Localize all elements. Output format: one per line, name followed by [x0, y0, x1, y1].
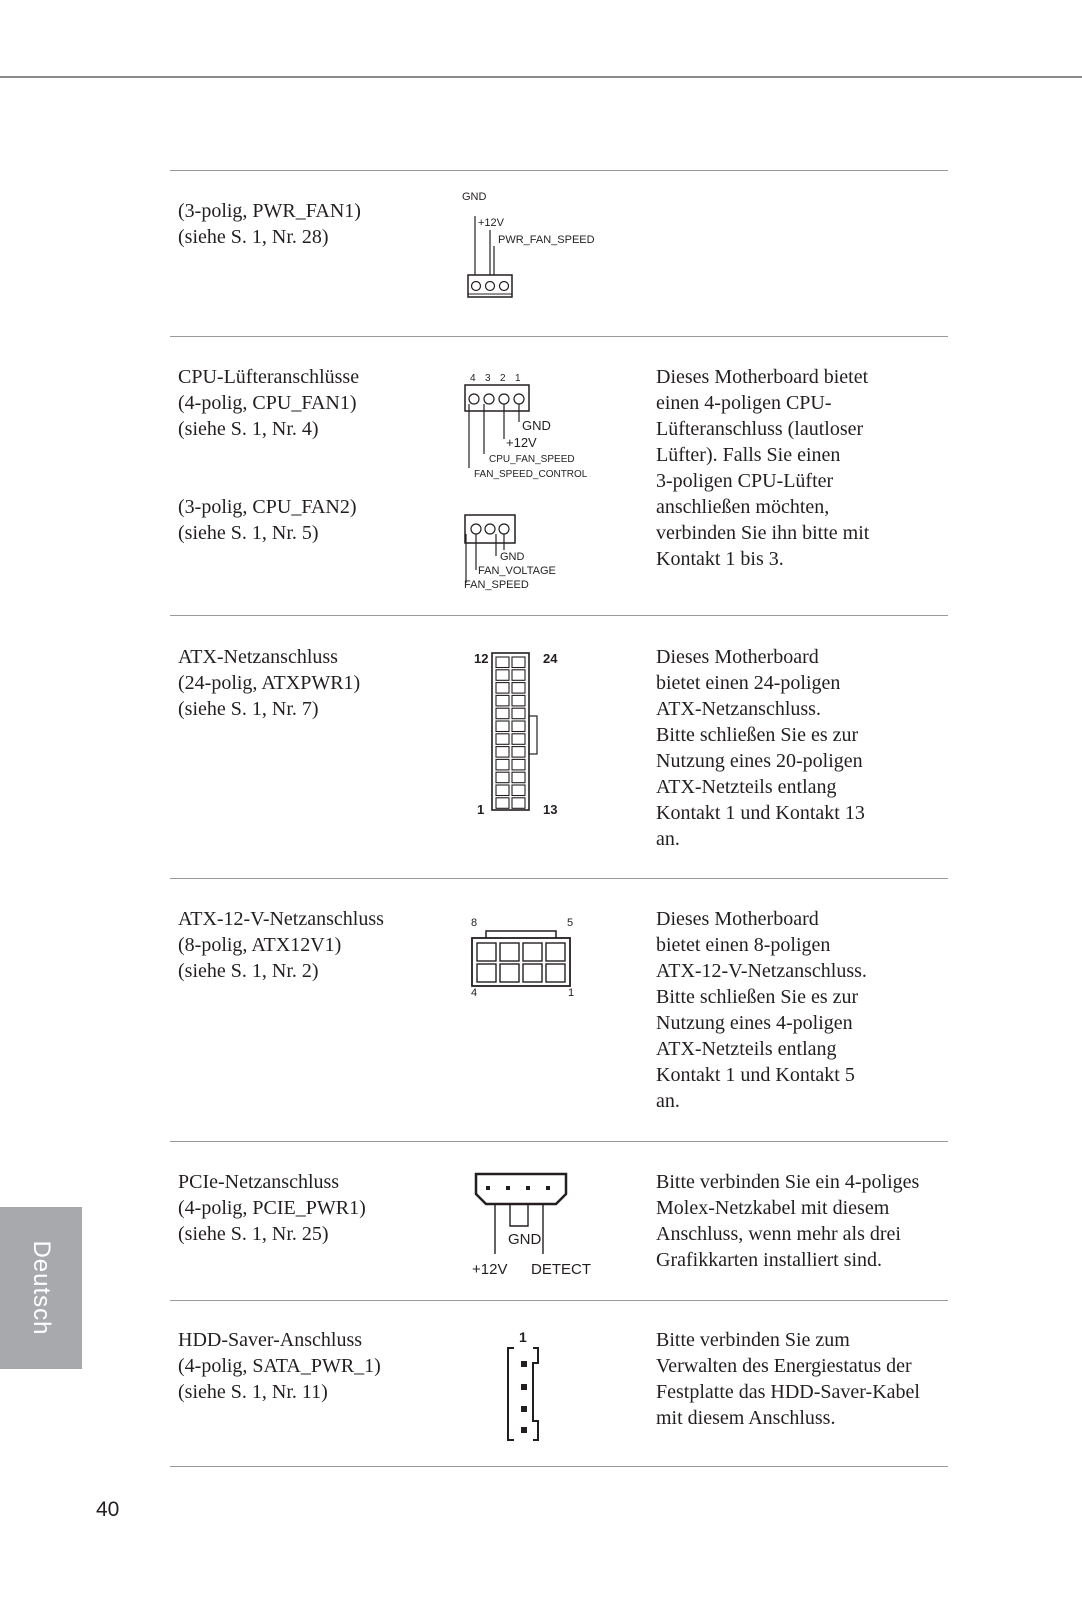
diagram-label: FAN_SPEED_CONTROL — [474, 469, 588, 480]
desc-line: an. — [656, 828, 680, 850]
desc-line: Anschluss, wenn mehr als drei — [656, 1223, 901, 1245]
title-line: (siehe S. 1, Nr. 11) — [178, 1381, 328, 1403]
table-row-cpu-fan2-title — [178, 494, 448, 546]
pin-cell — [496, 734, 509, 745]
desc-line: Verwalten des Energiestatus der — [656, 1355, 912, 1377]
desc-line: Nutzung eines 4-poligen — [656, 1012, 853, 1034]
pin-cell — [496, 772, 509, 783]
pin-cell — [496, 708, 509, 719]
pin-cell — [496, 670, 509, 681]
language-side-tab — [0, 1207, 82, 1369]
pin-cell — [512, 683, 525, 694]
diagram-label: CPU_FAN_SPEED — [489, 454, 575, 465]
diagram-label: GND — [462, 191, 487, 203]
desc-line: Kontakt 1 und Kontakt 5 — [656, 1064, 855, 1086]
desc-line: Bitte verbinden Sie zum — [656, 1329, 850, 1351]
pin-grid — [492, 653, 529, 810]
table-rule — [170, 878, 948, 879]
diagram-label: +12V — [478, 217, 504, 229]
title-line: PCIe-Netzanschluss — [178, 1171, 340, 1193]
table-rule — [170, 615, 948, 616]
title-line: (3-polig, CPU_FAN2) — [178, 496, 357, 518]
header-rule — [0, 76, 1082, 78]
desc-line: Dieses Motherboard — [656, 908, 819, 930]
pin-cell — [512, 734, 525, 745]
title-line: ATX-12-V-Netzanschluss — [178, 908, 384, 930]
table-row-sata-pwr1-description — [656, 1327, 946, 1431]
desc-line: bietet einen 8-poligen — [656, 934, 831, 956]
desc-line: verbinden Sie ihn bitte mit — [656, 522, 870, 544]
title-line: (siehe S. 1, Nr. 5) — [178, 522, 319, 544]
pin-cell — [496, 695, 509, 706]
table-row-atxpwr1-title — [178, 644, 448, 722]
desc-line: anschließen möchten, — [656, 496, 830, 518]
title-line: ATX-Netzanschluss — [178, 646, 338, 668]
pwr-fan1-pinout-diagram — [458, 191, 638, 310]
desc-line: Kontakt 1 bis 3. — [656, 548, 784, 570]
pin-cell — [512, 785, 525, 796]
atx12v1-pinout-diagram — [466, 914, 586, 1004]
desc-line: Lüfteranschluss (lautloser — [656, 418, 864, 440]
pin-cell — [496, 657, 509, 668]
pin-label: 1 — [477, 802, 485, 817]
table-row-sata-pwr1-title — [178, 1327, 448, 1405]
diagram-label: DETECT — [531, 1261, 591, 1278]
table-rule — [170, 1141, 948, 1142]
desc-line: Molex-Netzkabel mit diesem — [656, 1197, 890, 1219]
diagram-label: GND — [522, 418, 551, 433]
pin-label: 13 — [543, 802, 558, 817]
desc-line: mit diesem Anschluss. — [656, 1407, 836, 1429]
pin-cell — [496, 798, 509, 809]
pin-number: 3 — [485, 373, 491, 384]
pin-cell — [512, 772, 525, 783]
diagram-label: PWR_FAN_SPEED — [498, 234, 595, 246]
table-row-pcie-pwr1-description — [656, 1169, 946, 1273]
table-rule — [170, 1466, 948, 1467]
pin-label: 12 — [474, 651, 489, 666]
table-row-atx12v1-description — [656, 906, 946, 1114]
desc-line: an. — [656, 1090, 680, 1112]
pin-label: 1 — [519, 1329, 527, 1345]
table-row-atxpwr1-description — [656, 644, 946, 852]
pin-cell — [512, 721, 525, 732]
pin-label: 5 — [567, 917, 574, 929]
page-number: 40 — [96, 1498, 120, 1521]
table-row-atx12v1-title — [178, 906, 448, 984]
desc-line: Bitte schließen Sie es zur — [656, 724, 859, 746]
pin-cell — [496, 747, 509, 758]
table-row-cpu-fan-title — [178, 364, 448, 442]
desc-line: ATX-12-V-Netzanschluss. — [656, 960, 867, 982]
diagram-label: +12V — [472, 1261, 508, 1278]
table-rule — [170, 170, 948, 171]
atxpwr1-pinout-diagram — [470, 648, 570, 818]
title-line: (siehe S. 1, Nr. 7) — [178, 698, 319, 720]
pin-cell — [512, 695, 525, 706]
desc-line: einen 4-poligen CPU- — [656, 392, 832, 414]
pin-cell — [512, 708, 525, 719]
table-row-cpu-fan-description — [656, 364, 946, 572]
pin-cell — [512, 657, 525, 668]
desc-line: ATX-Netzteils entlang — [656, 776, 837, 798]
title-line: (4-polig, PCIE_PWR1) — [178, 1197, 366, 1219]
diagram-label: GND — [500, 551, 525, 563]
desc-line: ATX-Netzanschluss. — [656, 698, 821, 720]
pin-label: 1 — [568, 987, 575, 999]
table-rule — [170, 336, 948, 337]
title-line: (4-polig, CPU_FAN1) — [178, 392, 357, 414]
table-rule — [170, 1300, 948, 1301]
table-row-pwr-fan1-title — [178, 198, 448, 250]
desc-line: Dieses Motherboard — [656, 646, 819, 668]
title-line: (8-polig, ATX12V1) — [178, 934, 342, 956]
pcie-pwr1-pinout-diagram — [470, 1170, 600, 1290]
pin-cell — [512, 759, 525, 770]
cpu-fan1-pinout-diagram — [462, 372, 622, 482]
desc-line: ATX-Netzteils entlang — [656, 1038, 837, 1060]
diagram-label: GND — [508, 1231, 542, 1248]
title-line: (siehe S. 1, Nr. 28) — [178, 226, 329, 248]
pin-cell — [496, 683, 509, 694]
pin-number: 1 — [515, 373, 521, 384]
title-line: (24-polig, ATXPWR1) — [178, 672, 361, 694]
pin-cell — [496, 721, 509, 732]
title-line: CPU-Lüfteranschlüsse — [178, 366, 360, 388]
side-tab-label: Deutsch — [28, 1240, 55, 1336]
title-line: (3-polig, PWR_FAN1) — [178, 200, 361, 222]
title-line: (siehe S. 1, Nr. 2) — [178, 960, 319, 982]
sata-pwr1-pinout-diagram — [500, 1327, 560, 1447]
pin-cell — [512, 798, 525, 809]
pin-cell — [496, 759, 509, 770]
pin-number: 4 — [470, 373, 476, 384]
cpu-fan2-pinout-diagram — [462, 510, 582, 600]
desc-line: Grafikkarten installiert sind. — [656, 1249, 883, 1271]
pin-cell — [512, 670, 525, 681]
desc-line: Bitte verbinden Sie ein 4-poliges — [656, 1171, 920, 1193]
pin-cell — [512, 747, 525, 758]
desc-line: Bitte schließen Sie es zur — [656, 986, 859, 1008]
pin-label: 4 — [471, 987, 478, 999]
desc-line: Dieses Motherboard bietet — [656, 366, 869, 388]
title-line: (siehe S. 1, Nr. 25) — [178, 1223, 329, 1245]
desc-line: Nutzung eines 20-poligen — [656, 750, 863, 772]
title-line: (4-polig, SATA_PWR_1) — [178, 1355, 381, 1377]
desc-line: 3-poligen CPU-Lüfter — [656, 470, 834, 492]
pin-cell — [496, 785, 509, 796]
desc-line: bietet einen 24-poligen — [656, 672, 841, 694]
title-line: HDD-Saver-Anschluss — [178, 1329, 363, 1351]
diagram-label: FAN_VOLTAGE — [478, 565, 556, 577]
desc-line: Lüfter). Falls Sie einen — [656, 444, 841, 466]
pin-number: 2 — [500, 373, 506, 384]
pin-label: 24 — [543, 651, 558, 666]
table-row-pcie-pwr1-title — [178, 1169, 448, 1247]
diagram-label: +12V — [506, 435, 537, 450]
pin-label: 8 — [471, 917, 478, 929]
diagram-label: FAN_SPEED — [464, 579, 529, 591]
desc-line: Kontakt 1 und Kontakt 13 — [656, 802, 865, 824]
desc-line: Festplatte das HDD-Saver-Kabel — [656, 1381, 920, 1403]
title-line: (siehe S. 1, Nr. 4) — [178, 418, 319, 440]
